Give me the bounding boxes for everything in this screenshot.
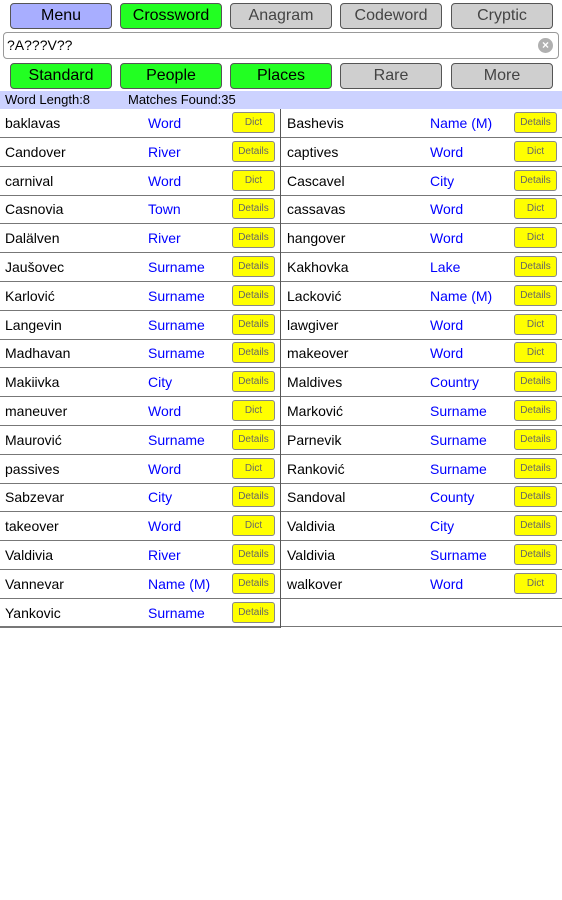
result-word[interactable]: Sabzevar xyxy=(5,489,65,506)
result-row xyxy=(281,311,562,340)
details-button[interactable]: Details xyxy=(232,141,275,162)
result-row xyxy=(0,109,281,138)
details-button[interactable]: Details xyxy=(514,429,557,450)
result-category: Word xyxy=(430,345,464,362)
result-row xyxy=(281,224,562,253)
result-row xyxy=(0,368,281,397)
dict-button[interactable]: Dict xyxy=(232,170,275,191)
filter-places[interactable]: Places xyxy=(230,63,332,89)
grid-bottom-border xyxy=(0,626,562,627)
result-category: County xyxy=(430,489,475,506)
result-category: City xyxy=(430,172,455,189)
details-button[interactable]: Details xyxy=(232,429,275,450)
result-category: City xyxy=(148,374,173,391)
details-button[interactable]: Details xyxy=(514,371,557,392)
result-category: River xyxy=(148,547,181,563)
result-row xyxy=(281,426,562,455)
result-category: River xyxy=(148,230,181,247)
result-word[interactable]: Valdivia xyxy=(287,547,335,563)
column-divider xyxy=(280,109,281,628)
details-button[interactable]: Details xyxy=(514,112,557,133)
result-word[interactable]: Jaušovec xyxy=(5,259,65,275)
result-row xyxy=(281,282,562,311)
result-row xyxy=(0,512,281,541)
dict-button[interactable]: Dict xyxy=(514,314,557,335)
result-category: City xyxy=(148,489,173,506)
result-category: Word xyxy=(148,172,182,189)
details-button[interactable]: Details xyxy=(514,285,557,306)
result-word[interactable]: Bashevis xyxy=(287,115,344,131)
result-row xyxy=(0,282,281,311)
result-row xyxy=(0,311,281,340)
result-word[interactable]: Lacković xyxy=(287,287,342,304)
result-word[interactable]: Kakhovka xyxy=(287,259,349,275)
result-word[interactable]: Valdivia xyxy=(5,547,53,563)
result-category: Word xyxy=(430,143,464,160)
word-length-label: Word Length:8 xyxy=(5,92,91,107)
tab-crossword[interactable]: Crossword xyxy=(120,3,222,29)
result-category: Town xyxy=(148,201,181,218)
details-button[interactable]: Details xyxy=(232,371,275,392)
result-word[interactable]: baklavas xyxy=(5,115,61,131)
details-button[interactable]: Details xyxy=(232,256,275,277)
result-row xyxy=(0,167,281,196)
result-word[interactable]: Maldives xyxy=(287,374,343,391)
details-button[interactable]: Details xyxy=(232,314,275,335)
dict-button[interactable]: Dict xyxy=(232,515,275,536)
result-word[interactable]: Makiivka xyxy=(5,374,60,391)
filter-people[interactable]: People xyxy=(120,63,222,89)
result-category: Surname xyxy=(430,431,487,448)
result-row xyxy=(281,138,562,167)
result-row xyxy=(0,224,281,253)
dict-button[interactable]: Dict xyxy=(514,573,557,594)
result-category: Surname xyxy=(148,345,205,362)
result-word[interactable]: Casnovia xyxy=(5,201,64,218)
result-word[interactable]: captives xyxy=(287,143,339,160)
result-row xyxy=(0,339,281,368)
details-button[interactable]: Details xyxy=(232,285,275,306)
tab-anagram[interactable]: Anagram xyxy=(230,3,332,29)
search-box xyxy=(3,32,559,59)
results-grid xyxy=(0,109,562,627)
result-row xyxy=(0,253,281,282)
search-input[interactable] xyxy=(7,35,527,55)
result-word[interactable]: Parnevik xyxy=(287,431,342,448)
details-button[interactable]: Details xyxy=(514,256,557,277)
result-word[interactable]: Madhavan xyxy=(5,345,71,362)
dict-button[interactable]: Dict xyxy=(232,112,275,133)
result-word[interactable]: Valdivia xyxy=(287,518,335,535)
result-row xyxy=(281,397,562,426)
result-row xyxy=(0,599,281,628)
result-row xyxy=(0,138,281,167)
dict-button[interactable]: Dict xyxy=(514,198,557,219)
matches-found-label: Matches Found:35 xyxy=(128,92,236,107)
filter-more[interactable]: More xyxy=(451,63,553,89)
result-category: Surname xyxy=(148,431,205,448)
result-row xyxy=(281,455,562,484)
filter-standard[interactable]: Standard xyxy=(10,63,112,89)
details-button[interactable]: Details xyxy=(232,198,275,219)
result-row xyxy=(281,253,562,282)
result-word[interactable]: passives xyxy=(5,460,60,477)
result-word[interactable]: cassavas xyxy=(287,201,346,218)
result-word[interactable]: Marković xyxy=(287,403,344,419)
result-row xyxy=(0,455,281,484)
details-button[interactable]: Details xyxy=(514,486,557,507)
details-button[interactable]: Details xyxy=(514,544,557,565)
result-row xyxy=(281,109,562,138)
dict-button[interactable]: Dict xyxy=(514,342,557,363)
dict-button[interactable]: Dict xyxy=(514,141,557,162)
result-category: River xyxy=(148,143,181,160)
result-row xyxy=(0,195,281,224)
filter-rare[interactable]: Rare xyxy=(340,63,442,89)
result-word[interactable]: carnival xyxy=(5,172,54,189)
result-word[interactable]: walkover xyxy=(287,575,343,592)
details-button[interactable]: Details xyxy=(514,170,557,191)
result-word[interactable]: Cascavel xyxy=(287,172,345,189)
result-row xyxy=(281,167,562,196)
result-word[interactable]: Sandoval xyxy=(287,489,346,506)
result-word[interactable]: lawgiver xyxy=(287,316,339,333)
result-category: Word xyxy=(148,115,182,131)
tab-menu[interactable]: Menu xyxy=(10,3,112,29)
status-bar xyxy=(0,91,562,109)
result-word[interactable]: Maurović xyxy=(5,431,62,448)
result-word[interactable]: Dalälven xyxy=(5,230,60,247)
result-row xyxy=(0,397,281,426)
result-category: City xyxy=(430,518,455,535)
result-category: Name (M) xyxy=(430,287,493,304)
result-category: Surname xyxy=(148,604,205,621)
result-word[interactable]: makeover xyxy=(287,345,349,362)
result-row xyxy=(281,483,562,512)
result-row xyxy=(0,483,281,512)
details-button[interactable]: Details xyxy=(514,400,557,421)
details-button[interactable]: Details xyxy=(232,602,275,623)
result-row xyxy=(281,570,562,599)
result-row xyxy=(281,541,562,570)
result-category: Surname xyxy=(148,259,205,275)
result-category: Surname xyxy=(148,316,205,333)
result-word[interactable]: Candover xyxy=(5,143,66,160)
result-word[interactable]: maneuver xyxy=(5,403,68,419)
result-row xyxy=(0,570,281,599)
result-category: Surname xyxy=(430,547,487,563)
details-button[interactable]: Details xyxy=(232,342,275,363)
result-category: Name (M) xyxy=(430,115,493,131)
details-button[interactable]: Details xyxy=(232,227,275,248)
result-category: Lake xyxy=(430,259,461,275)
result-row xyxy=(0,426,281,455)
result-category: Surname xyxy=(148,287,205,304)
result-word[interactable]: Yankovic xyxy=(5,604,61,621)
result-category: Name (M) xyxy=(148,575,211,592)
result-category: Word xyxy=(148,403,182,419)
result-word[interactable]: Karlović xyxy=(5,287,55,304)
dict-button[interactable]: Dict xyxy=(232,400,275,421)
result-category: Word xyxy=(430,316,464,333)
result-category: Country xyxy=(430,374,480,391)
result-category: Word xyxy=(430,230,464,247)
result-word[interactable]: takeover xyxy=(5,518,59,535)
result-category: Word xyxy=(430,201,464,218)
clear-icon[interactable]: × xyxy=(538,38,553,53)
result-row xyxy=(281,195,562,224)
details-button[interactable]: Details xyxy=(514,515,557,536)
result-category: Word xyxy=(148,518,182,535)
dict-button[interactable]: Dict xyxy=(232,458,275,479)
result-word[interactable]: Vannevar xyxy=(5,575,64,592)
details-button[interactable]: Details xyxy=(514,458,557,479)
result-word[interactable]: Ranković xyxy=(287,460,345,477)
result-word[interactable]: Langevin xyxy=(5,316,62,333)
details-button[interactable]: Details xyxy=(232,544,275,565)
result-category: Surname xyxy=(430,403,487,419)
tab-codeword[interactable]: Codeword xyxy=(340,3,442,29)
result-category: Surname xyxy=(430,460,487,477)
result-category: Word xyxy=(430,575,464,592)
details-button[interactable]: Details xyxy=(232,486,275,507)
result-row xyxy=(281,512,562,541)
result-row xyxy=(281,368,562,397)
result-row xyxy=(0,541,281,570)
tab-cryptic[interactable]: Cryptic xyxy=(451,3,553,29)
details-button[interactable]: Details xyxy=(232,573,275,594)
result-word[interactable]: hangover xyxy=(287,230,346,247)
result-category: Word xyxy=(148,460,182,477)
result-row xyxy=(281,339,562,368)
dict-button[interactable]: Dict xyxy=(514,227,557,248)
